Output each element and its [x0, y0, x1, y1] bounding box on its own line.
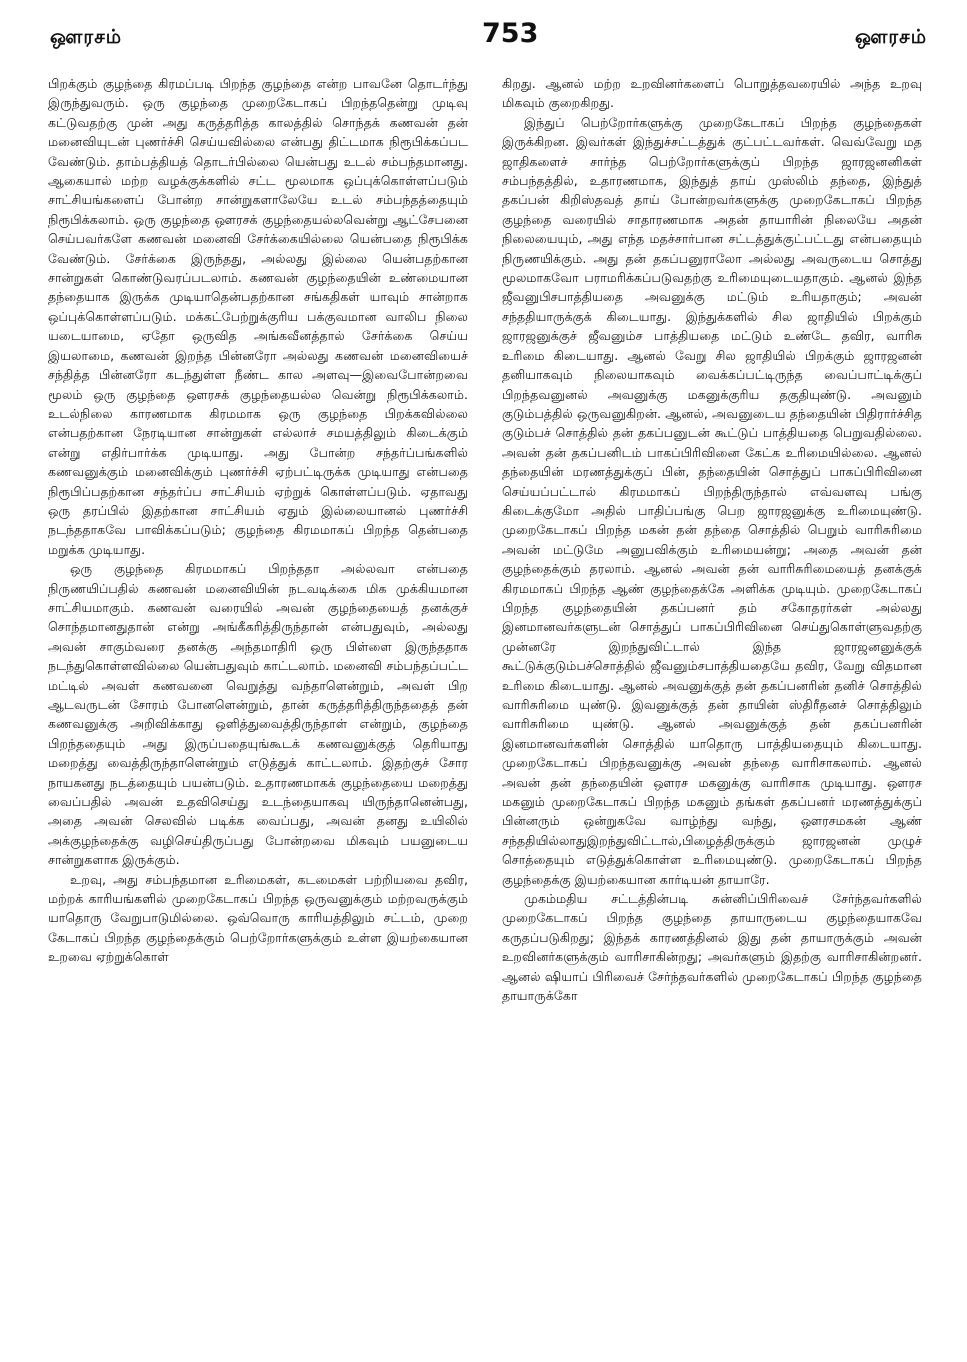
paragraph: கிறது. ஆனல் மற்ற உறவினர்களைப் பொறுத்தவரையில் அந்த உறவு மிகவும் குறைகிறது. — [502, 76, 922, 111]
left-column — [48, 74, 468, 1354]
page-header — [50, 18, 927, 58]
paragraph: இந்துப் பெற்றோர்களுக்கு முறைகேடாகப் பிறந்த குழந்தைகள் இருக்கிறன. இவர்கள் இந்துச்சட்டத்துக் குட்பட்டவர்கள். வெவ்வேறு மத ஜாதிகளைச் சார்ந்த பெற்றோர்களுக்குப் பிறந்த ஜாரஜனனிகள் சம்பந்தத்தில், உதாரணமாக, இந்துத் தாய் முஸ்லிம் தந்தை, இந்துத் தகப்பன் கிறிஸ்தவத் தாய் போன்றவர்களுக்கு முறைகேடாகப் பிறந்த குழந்தை வரையில் சாதாரணமாக அதன் தாயாரின் நிலையே அதன் நிலையையும், அது எந்த மதச்சார்பான சட்டத்துக்குட்பட்டது என்பதையும் நிருணயிக்கும். அது தன் தகப்பனுராலோ அல்லது அவருடைய சொத்து மூலமாகவோ பராமரிக்கப்படுவதற்கு உரிமையுடையதாகும். ஆனல் இந்த ஜீவனுபிசபாத்தியதை அவனுக்கு மட்டும் உரியதாகும்; அவன் சந்ததியாருக்குக் கிடையாது. இந்துக்களில் சில ஜாதியில் பிறக்கும் ஜாரஜனுக்குச் ஜீவனும்ச பாத்தியதை மட்டும் உண்டே தவிர, வாரிசு உரிமை கிடையாது. ஆனல் வேறு சில ஜாதியில் பிறக்கும் ஜாரஜனன் தனியாகவும் நிலையாகவும் வைக்கப்பட்டிருந்த வைப்பாட்டிக்குப் பிறந்தவனுனல் அவனுக்கு மகனுக்குரிய தகுதியுண்டு. அவனும் குடும்பத்தில் ஒருவனுகிறன். ஆனல், அவனுடைய தந்தையின் பிதிரார்ச்சித குடும்பச் சொத்தில் தன் தகப்பனுடன் கூட்டுப் பாத்தியதை பெறுவதில்லை. அவன் தன் தகப்பனிடம் பாகப்பிரிவினை கேட்க உரிமையில்லை. ஆனல் தந்தையின் மரணத்துக்குப் பின், தந்தையின் சொத்துப் பாகப்பிரிவினை செய்யப்பட்டால் கிரமமாகப் பிறந்திருந்தால் எவ்வளவு பங்கு கிடைக்குமோ அதில் பாதிப்பங்கு பெற ஜாரஜனுக்கு உரிமையுண்டு. முறைகேடாகப் பிறந்த மகன் தன் தந்தை சொத்தில் பெறும் வாரிசுரிமை அவன் மட்டுமே அனுபவிக்கும் உரிமையன்று; அதை அவன் தன் குழந்தைக்கும் தரலாம். ஆனல் அவன் தன் வாரிசுரிமையைத் தனக்குக் கிரமமாகப் பிறந்த ஆண் குழந்தைக்கே அளிக்க முடியும். முறைகேடாகப் பிறந்த குழந்தையின் தகப்பனர் தம் சகோதரர்கள் அல்லது இனமானவர்களுடன் சொத்துப் பாகப்பிரிவினை செய்துகொள்ளுவதற்கு முன்னரே இறந்துவிட்டால் இந்த ஜாரஜனனுக்குக் கூட்டுக்குடும்பச்சொத்தில் ஜீவனும்சபாத்தியதையே தவிர, வேறு விதமான உரிமை கிடையாது. ஆனல் அவனுக்குத் தன் தகப்பனரின் தனிச் சொத்தில் வாரிசுரிமை யுண்டு. இவனுக்குத் தன் தாயின் ஸ்திரீதனச் சொத்திலும் வாரிசுரிமை யுண்டு. ஆனல் அவனுக்குத் தன் தகப்பனரின் இனமானவர்களின் சொத்தில் யாதொரு பாத்தியதையும் கிடையாது. முறைகேடாகப் பிறந்தவனுக்கு அவன் தந்தை வாரிசாகலாம். ஆனல் அவன் தன் தந்தையின் ஔரச மகனுக்கு வாரிசாக முடியாது. ஔரச மகனும் முறைகேடாகப் பிறந்த மகனும் தங்கள் தகப்பனர் மரணத்துக்குப் பின்னரும் ஒன்றுகவே வாழ்ந்து வந்து, ஔரசமகன் ஆண் சந்ததியில்லாதுஇறந்துவிட்டால்,பிழைத்திருக்கும் ஜாரஜனன் முழுச் சொத்தையும் எடுத்துக்கொள்ள உரிமையுண்டு. முறைகேடாகப் பிறந்த குழந்தைக்கு இயற்கையான கார்டியன் தாயாரே. — [502, 114, 922, 887]
running-head-right: ஔரசம் — [854, 26, 927, 48]
running-head-left: ஔரசம் — [50, 26, 123, 48]
paragraph: பிறக்கும் குழந்தை கிரமப்படி பிறந்த குழந்தை என்ற பாவனே தொடர்ந்து இருந்துவரும். ஒரு குழந்தை முறைகேடாகப் பிறந்ததென்று முடிவு கட்டுவதற்கு முன் அது கருத்தரித்த காலத்தில் சொந்தக் கணவன் தன் மனைவியுடன் புணர்ச்சி செய்யவில்லை என்பது திட்டமாக நிரூபிக்கப்பட வேண்டும். தாம்பத்தியத் தொடர்பில்லை யென்பது உடல் சம்பந்தமானது. ஆகையால் மற்ற வழக்குக்களில் சட்ட மூலமாக ஒப்புக்கொள்ளப்படும் சாட்சியங்களைப் போன்ற சான்றுகளாலேயே உடல் சம்பந்தத்தையும் நிரூபிக்கலாம். ஒரு குழந்தை ஔரசக் குழந்தையல்லவென்று ஆட்சேபனை செய்பவர்களே கணவன் மனைவி சேர்க்கையில்லை யென்பதை நிரூபிக்க வேண்டும். சேர்க்கை இருந்தது, அல்லது இல்லை யென்பதற்கான சான்றுகள் கொண்டுவரப்படலாம். கணவன் குழந்தையின் உண்மையான தந்தையாக இருக்க முடியாதென்பதற்கான சங்கதிகள் யாவும் சான்றாக ஒப்புக்கொள்ளப்படும். மக்கட்பேற்றுக்குரிய பக்குவமான வாலிப நிலை யடையாமை, ஏதோ ஒருவித அங்கவீனத்தால் சேர்க்கை செய்ய இயலாமை, கணவன் இறந்த பின்னரோ அல்லது கணவன் மனைவியைச் சந்தித்த பின்னரோ கடந்துள்ள நீண்ட கால அளவு—இவைபோன்றவை மூலம் ஒரு குழந்தை ஔரசக் குழந்தையல்ல வென்று நிரூபிக்கலாம். உடல்நிலை காரணமாக கிரமமாக ஒரு குழந்தை பிறக்கவில்லை என்பதற்கான நேரடியான சான்றுகள் எல்லாச் சமயத்திலும் கிடைக்கும் என்று எதிர்பார்க்க முடியாது. அது போன்ற சந்தர்ப்பங்களில் கணவனுக்கும் மனைவிக்கும் புணர்ச்சி ஏற்பட்டிருக்க முடியாது என்பதை நிரூபிப்பதற்கான சந்தர்ப்ப சாட்சியம் ஏற்றுக் கொள்ளப்படும். ஏதாவது ஒரு தரப்பில் இதற்கான சாட்சியம் ஏதும் இல்லையானல் புணர்ச்சி நடந்ததாகவே பாவிக்கப்படும்; குழந்தை கிரமமாகப் பிறந்த தென்பதை மறுக்க முடியாது. — [48, 76, 468, 557]
paragraph: உறவு, அது சம்பந்தமான உரிமைகள், கடமைகள் பற்றியவை தவிர, மற்றக் காரியங்களில் முறைகேடாகப் பிறந்த ஒருவனுக்கும் மற்றவருக்கும் யாதொரு வேறுபாடுமில்லை. ஒவ்வொரு காரியத்திலும் சட்டம், முறை கேடாகப் பிறந்த குழந்தைக்கும் பெற்றோர்களுக்கும் உள்ள இயற்கையான உறவை ஏற்றுக்கொள் — [48, 871, 468, 965]
paragraph: ஒரு குழந்தை கிரமமாகப் பிறந்ததா அல்லவா என்பதை நிருணயிப்பதில் கணவன் மனைவியின் நடவடிக்கை மிக முக்கியமான சாட்சியமாகும். கணவன் வரையில் அவன் குழந்தையைத் தனக்குச் சொந்தமானதுதான் என்று அங்கீகரித்திருந்தான் என்பதுவும், அல்லது அவன் சாகும்வரை தனக்கு அந்தமாதிரி ஒரு பிள்ளை இருந்ததாக நடந்துகொள்ளவில்லை யென்பதுவும் காட்டலாம். மனைவி சம்பந்தப்பட்ட மட்டில் அவள் கணவனை வெறுத்து வந்தாளென்றும், அவள் பிற ஆடவருடன் சோரம் போனளென்றும், தான் கருத்தரித்திருந்ததைத் தன் கணவனுக்கு அறிவிக்காது ஒளித்துவைத்திருந்தாள் என்றும், குழந்தை பிறந்ததையும் அது இருப்பதையுங்கூடக் கணவனுக்குத் தெரியாது மறைத்து வைத்திருந்தாளென்றும் எடுத்துக் காட்டலாம். இதற்குச் சோர நாயகனது நடத்தையும் பயன்படும். உதாரணமாகக் குழந்தையை மறைத்து வைப்பதில் அவன் உதவிசெய்து உடந்தையாகவு யிருந்தானென்பது, அதை அவன் செலவில் படிக்க வைப்பது, அவன் தனது உயிலில் அக்குழந்தைக்கு வழிசெய்திருப்பது போன்றவை மிகவும் பயனுடைய சான்றுகளாக இருக்கும். — [48, 561, 468, 868]
paragraph: முகம்மதிய சட்டத்தின்படி சுன்னிப்பிரிவைச் சேர்ந்தவர்களில் முறைகேடாகப் பிறந்த குழந்தை தாயாருடைய குழந்தையாகவே கருதப்படுகிறது; இந்தக் காரணத்தினல் இது தன் தாயாருக்கும் அவன் உறவினர்களுக்கும் வாரிசாகின்றது; அவர்களும் இதற்கு வாரிசாகின்றனர். ஆனல் ஷியாப் பிரிவைச் சேர்ந்தவர்களில் முறைகேடாகப் பிறந்த குழந்தை தாயாருக்கோ — [502, 891, 922, 1004]
page-number: 753 — [482, 18, 539, 49]
right-column — [502, 74, 922, 1354]
